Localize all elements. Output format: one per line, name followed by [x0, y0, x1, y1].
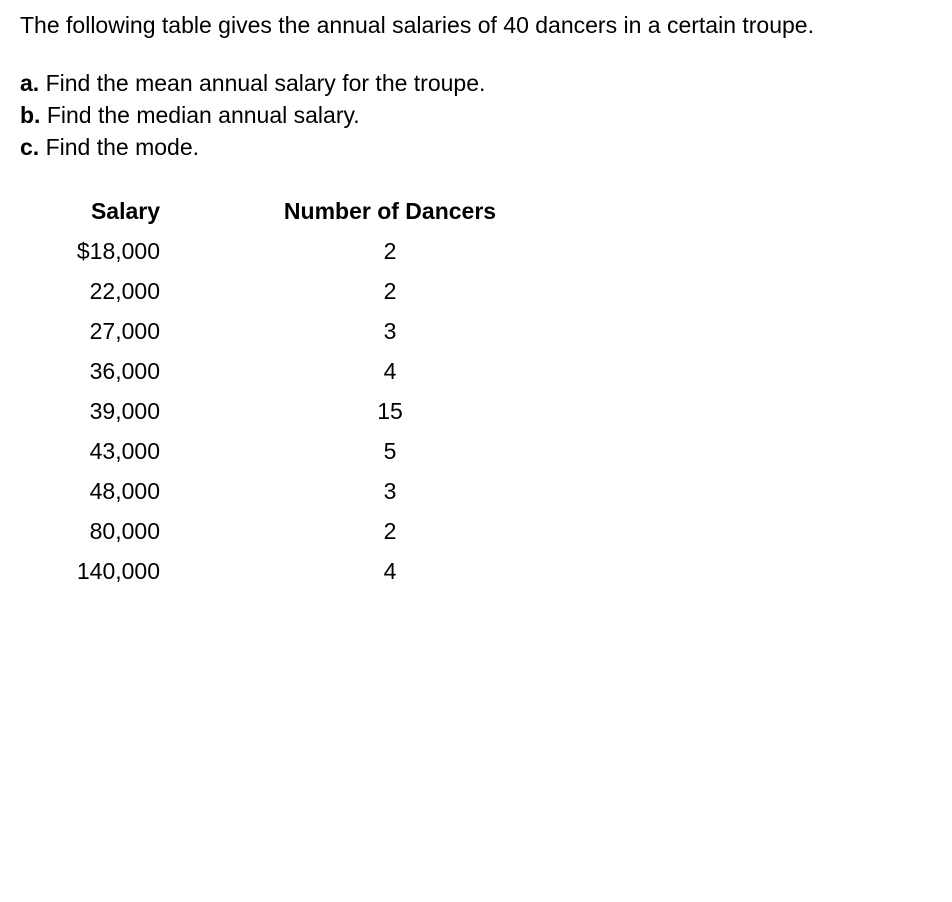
question-b	[20, 99, 485, 131]
table-row	[20, 351, 540, 391]
question-c	[20, 131, 485, 163]
table-row	[20, 231, 540, 271]
salary-cell: 140,000	[76, 558, 160, 584]
table-row	[20, 431, 540, 471]
table-row	[20, 391, 540, 431]
question-letter: b.	[20, 102, 41, 128]
table-row	[20, 471, 540, 511]
dancer-count-cell: 5	[383, 438, 397, 464]
question-letter: c.	[20, 134, 40, 160]
problem-intro: The following table gives the annual salaries of 40 dancers in a certain troupe.	[20, 12, 814, 38]
dancer-count-cell: 2	[383, 518, 397, 544]
salary-cell: 27,000	[89, 318, 160, 344]
question-text: Find the mean annual salary for the troupe.	[39, 70, 486, 96]
salary-cell: 36,000	[89, 358, 160, 384]
salary-cell: 80,000	[89, 518, 160, 544]
table-header-row	[20, 191, 540, 231]
question-letter: a.	[20, 70, 40, 96]
salary-cell: 48,000	[89, 478, 160, 504]
dancer-count-cell: 3	[383, 478, 397, 504]
table-row	[20, 311, 540, 351]
question-a	[20, 67, 485, 99]
table-row	[20, 271, 540, 311]
dancer-count-cell: 2	[383, 238, 397, 264]
dancer-count-cell: 3	[383, 318, 397, 344]
salary-cell: $18,000	[76, 238, 160, 264]
salary-column-header: Salary	[90, 198, 160, 224]
dancer-count-cell: 15	[377, 398, 403, 424]
dancer-count-cell: 4	[383, 358, 397, 384]
question-text: Find the mode.	[39, 134, 199, 160]
table-row	[20, 511, 540, 551]
dancers-column-header: Number of Dancers	[283, 198, 497, 224]
salary-cell: 39,000	[89, 398, 160, 424]
salary-cell: 22,000	[89, 278, 160, 304]
question-text: Find the median annual salary.	[40, 102, 360, 128]
table-row	[20, 551, 540, 591]
dancer-count-cell: 4	[383, 558, 397, 584]
salary-table	[20, 191, 540, 591]
dancer-count-cell: 2	[383, 278, 397, 304]
question-list	[20, 67, 485, 163]
salary-cell: 43,000	[89, 438, 160, 464]
